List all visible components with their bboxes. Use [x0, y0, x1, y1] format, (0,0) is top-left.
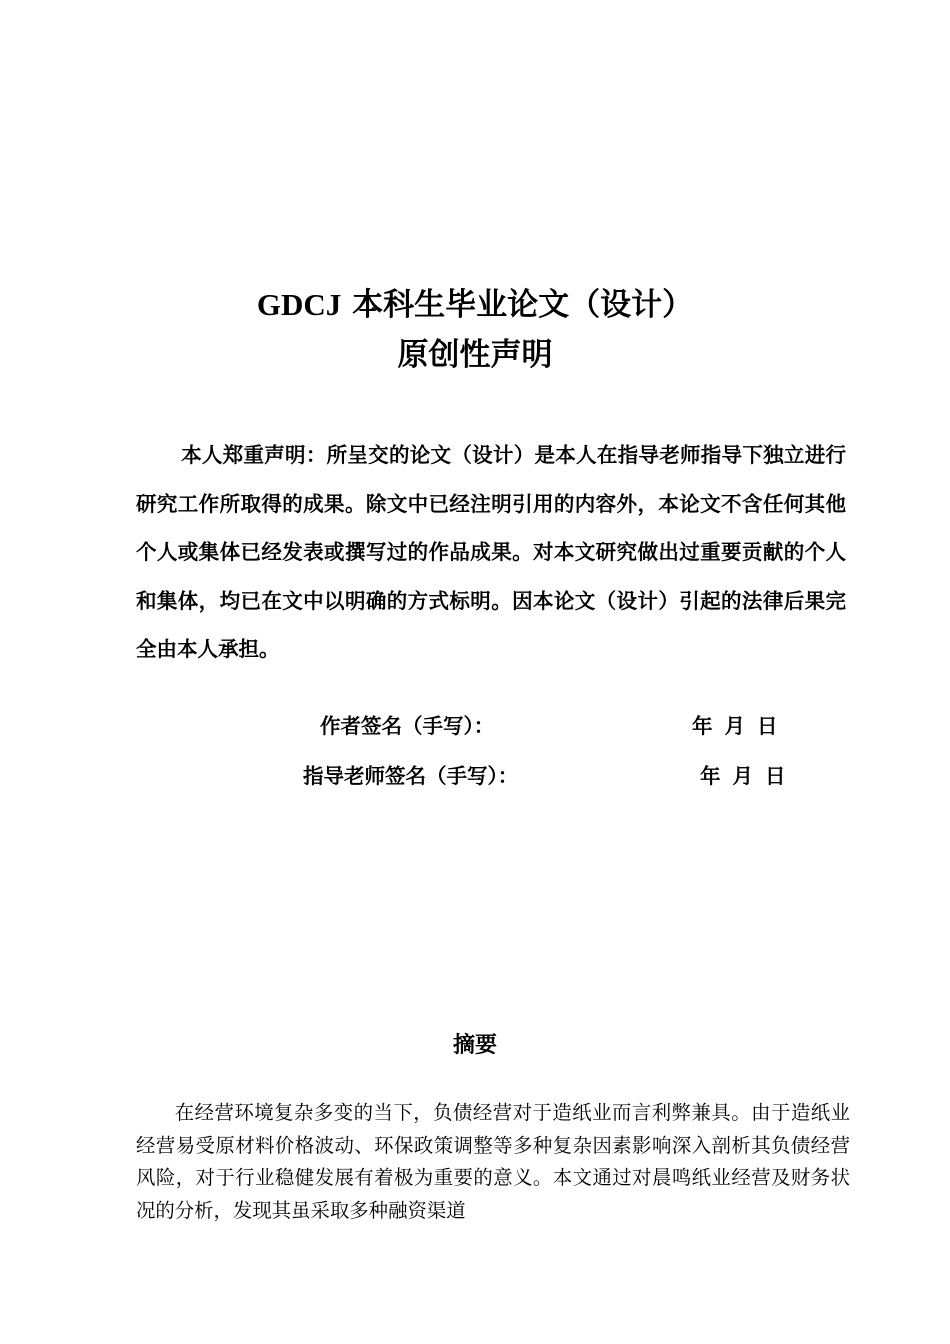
advisor-signature-date [700, 762, 798, 790]
date-month-label: 月 [724, 714, 745, 738]
date-year-label: 年 [692, 714, 713, 738]
declaration-title-cjk: 本科生毕业论文（设计） [341, 287, 694, 323]
abstract-heading: 摘要 [452, 1033, 497, 1058]
declaration-paragraph: 本人郑重声明：所呈交的论文（设计）是本人在指导老师指导下独立进行研究工作所取得的成果。除文中已经注明引用的内容外，本论文不含任何其他个人或集体已经发表或撰写过的作品成果。对本文研究做出过重要贡献的个人和集体，均已在文中以明确的方式标明。因本论文（设计）引起的法律后果完全由本人承担。 [136, 443, 846, 661]
date-year-label: 年 [700, 764, 721, 788]
author-signature-label: 作者签名（手写）： [320, 714, 495, 738]
date-month-label: 月 [732, 764, 753, 788]
date-day-label: 日 [757, 714, 778, 738]
author-signature-date [692, 712, 790, 740]
advisor-signature-label: 指导老师签名（手写）： [303, 764, 519, 788]
abstract-paragraph: 在经营环境复杂多变的当下，负债经营对于造纸业而言利弊兼具。由于造纸业经营易受原材料价格波动、环保政策调整等多种复杂因素影响深入剖析其负债经营风险，对于行业稳健发展有着极为重要的意义。本文通过对晨鸣纸业经营及财务状况的分析，发现其虽采取多种融资渠道 [136, 1101, 850, 1222]
declaration-title-line2: 原创性声明 [397, 337, 553, 373]
declaration-body [136, 431, 846, 674]
date-day-label: 日 [765, 764, 786, 788]
declaration-title-latin: GDCJ [256, 287, 342, 322]
declaration-title-line1 [0, 285, 950, 325]
abstract-body [136, 1097, 850, 1227]
